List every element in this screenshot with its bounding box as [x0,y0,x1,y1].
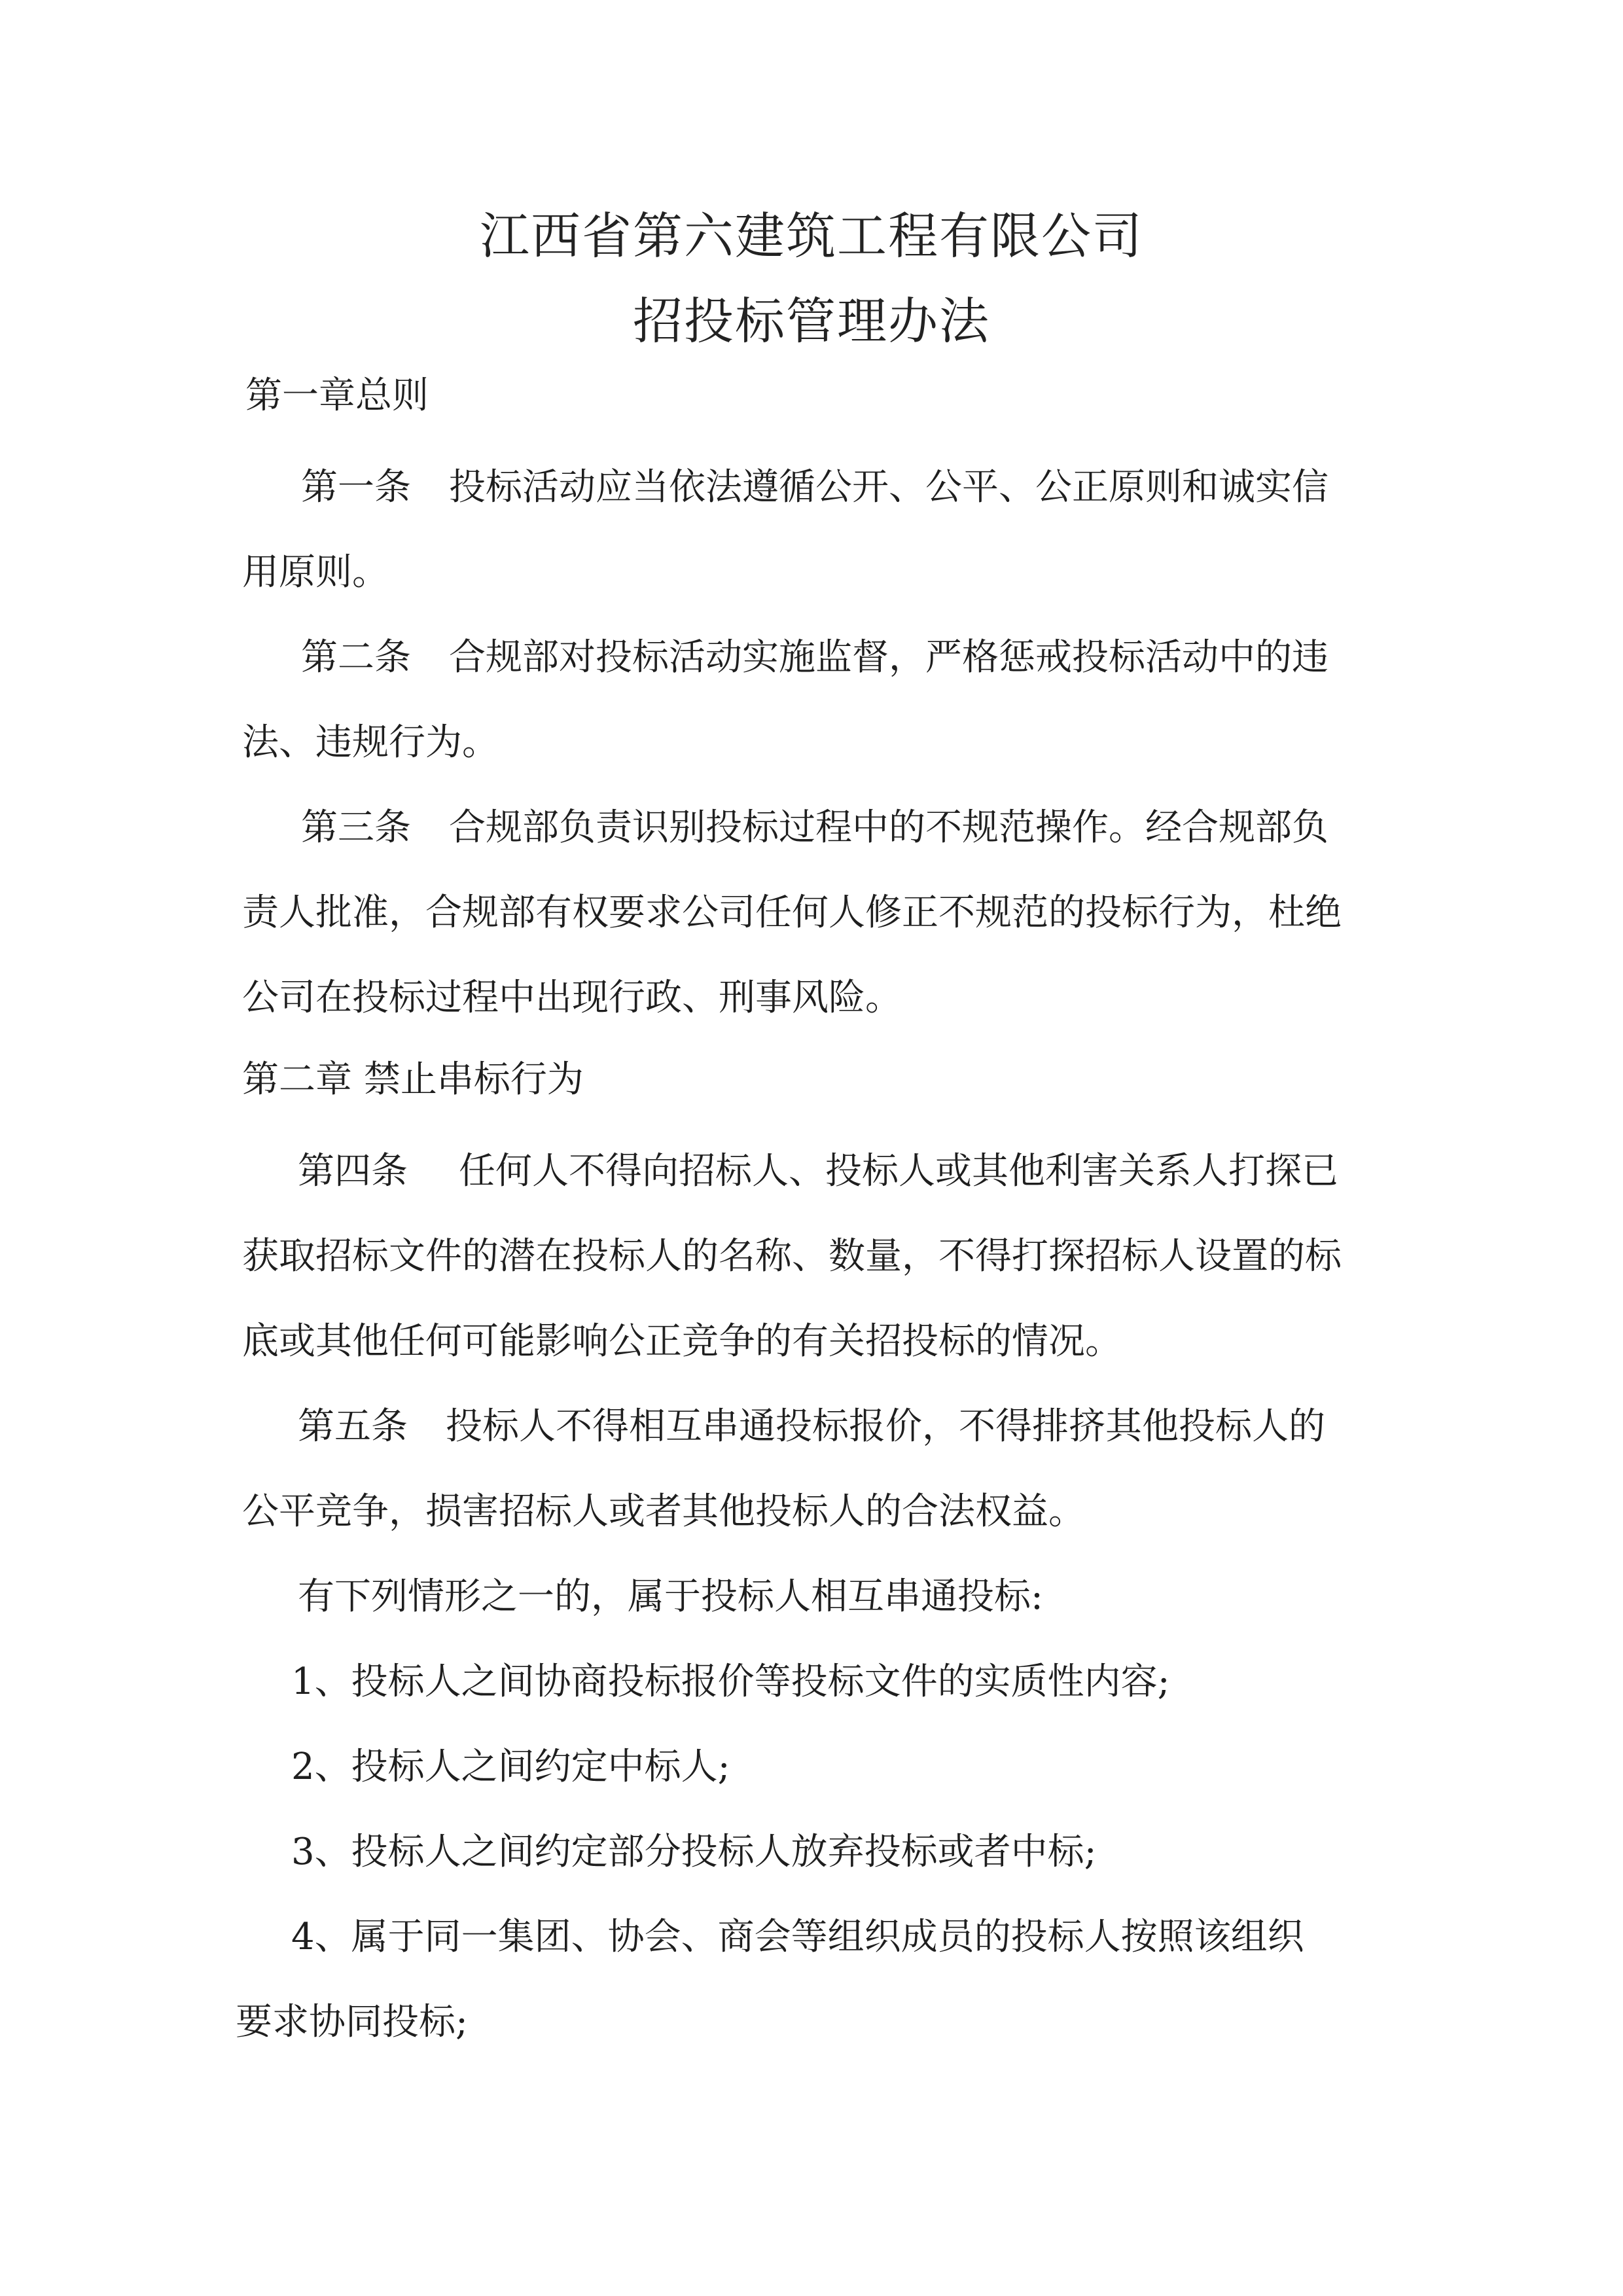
collusion-intro: 有下列情形之一的，属于投标人相互串通投标: [298,1575,1043,1618]
collusion-item-3: 3、投标人之间约定部分投标人放弃投标或者中标; [291,1831,1097,1873]
collusion-item-1: 1、投标人之间协商投标报价等投标文件的实质性内容; [291,1660,1170,1703]
article-4-text: 任何人不得向招标人、投标人或其他利害关系人打探已 [459,1150,1338,1193]
article-3-text: 合规部负责识别投标过程中的不规范操作。经合规部负 [449,806,1329,849]
article-1-label: 第一条 [301,466,411,509]
article-1-line-2: 用原则。 [242,551,389,594]
article-4-line-2: 获取招标文件的潜在投标人的名称、数量，不得打探招标人设置的标 [242,1235,1342,1278]
article-2-text: 合规部对投标活动实施监督，严格惩戒投标活动中的违 [449,636,1329,679]
chapter-2-label: 第二章 [242,1058,352,1101]
article-2-label: 第二条 [301,636,411,679]
chapter-2-heading [242,1050,584,1103]
article-1-text: 投标活动应当依法遵循公开、公平、公正原则和诚实信 [449,466,1329,509]
article-3-line-2: 责人批准，合规部有权要求公司任何人修正不规范的投标行为，杜绝 [242,891,1342,934]
article-4-line-1 [298,1142,1338,1194]
article-5-label: 第五条 [298,1405,408,1448]
chapter-2-title: 禁止串标行为 [363,1058,584,1101]
article-5-line-1 [298,1397,1325,1450]
article-5-line-2: 公平竞争，损害招标人或者其他投标人的合法权益。 [242,1490,1085,1533]
article-4-label: 第四条 [298,1150,408,1193]
article-4-line-3: 底或其他任何可能影响公正竞争的有关招投标的情况。 [242,1320,1122,1363]
collusion-item-4-line-1: 4、属于同一集团、协会、商会等组织成员的投标人按照该组织 [291,1916,1304,1958]
chapter-1-heading: 第一章总则 [245,374,429,417]
collusion-item-2: 2、投标人之间约定中标人; [291,1746,730,1788]
article-3-line-3: 公司在投标过程中出现行政、刑事风险。 [242,977,902,1019]
article-3-label: 第三条 [301,806,411,849]
article-5-text: 投标人不得相互串通投标报价，不得排挤其他投标人的 [446,1405,1325,1448]
collusion-item-4-line-2: 要求协同投标; [236,2001,468,2043]
article-2-line-2: 法、违规行为。 [242,721,499,764]
document-title: 招投标管理办法 [633,292,990,350]
article-2-line-1 [301,628,1329,681]
article-1-line-1 [301,458,1329,511]
article-3-line-1 [301,798,1329,851]
company-title: 江西省第六建筑工程有限公司 [480,207,1143,265]
